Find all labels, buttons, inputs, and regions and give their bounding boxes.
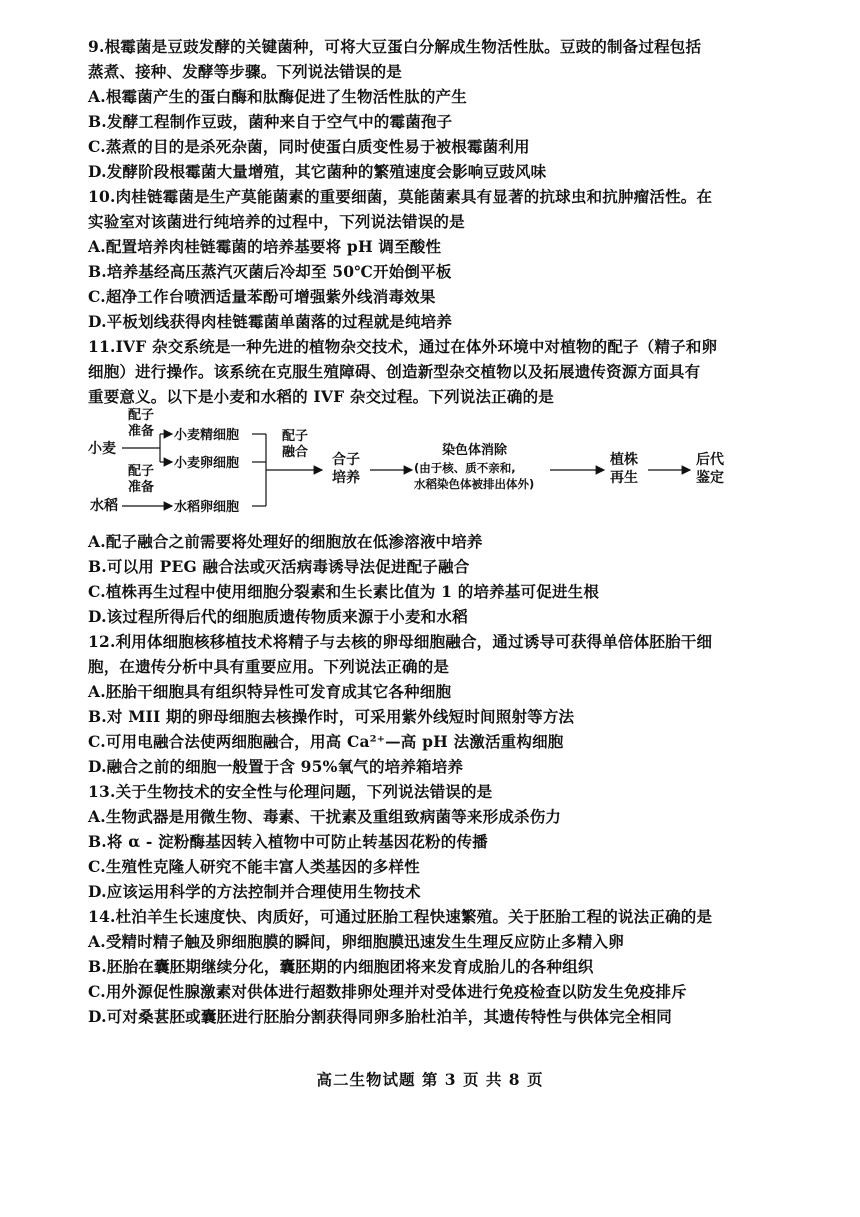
gamete-prep-label-1a: 配子 xyxy=(128,408,155,423)
q10-option-c: C.超净工作台喷洒适量苯酚可增强紫外线消毒效果 xyxy=(88,287,436,306)
q13-option-b: B.将 α - 淀粉酶基因转入植物中可防止转基因花粉的传播 xyxy=(88,832,488,851)
q14-option-a: A.受精时精子触及卵细胞膜的瞬间，卵细胞膜迅速发生生理反应防止多精入卵 xyxy=(88,932,624,951)
zygote-label-b: 培养 xyxy=(332,470,360,486)
q12-stem-line1: 12.利用体细胞核移植技术将精子与去核的卵母细胞融合，通过诱导可获得单倍体胚胎干细 xyxy=(88,632,713,651)
q9-stem-line2: 蒸煮、接种、发酵等步骤。下列说法错误的是 xyxy=(88,62,403,81)
q11-option-a: A.配子融合之前需要将处理好的细胞放在低渗溶液中培养 xyxy=(88,532,483,551)
progeny-label-a: 后代 xyxy=(696,452,724,468)
q10-option-a: A.配置培养肉桂链霉菌的培养基要将 pH 调至酸性 xyxy=(88,237,442,256)
q10-option-d: D.平板划线获得肉桂链霉菌单菌落的过程就是纯培养 xyxy=(88,312,453,331)
q13-option-a: A.生物武器是用微生物、毒素、干扰素及重组致病菌等来形成杀伤力 xyxy=(88,807,562,826)
q9-option-d: D.发酵阶段根霉菌大量增殖，其它菌种的繁殖速度会影响豆豉风味 xyxy=(88,162,547,181)
q9-option-a: A.根霉菌产生的蛋白酶和肽酶促进了生物活性肽的产生 xyxy=(88,87,467,106)
fusion-label-a: 配子 xyxy=(282,429,309,444)
gamete-prep-label-2b: 准备 xyxy=(128,480,155,495)
elimination-title: 染色体消除 xyxy=(442,443,508,458)
q11-option-c: C.植株再生过程中使用细胞分裂素和生长素比值为 1 的培养基可促进生根 xyxy=(88,582,600,601)
q14-option-b: B.胚胎在囊胚期继续分化，囊胚期的内细胞团将来发育成胎儿的各种组织 xyxy=(88,957,594,976)
q9-stem-line1: 9.根霉菌是豆豉发酵的关键菌种，可将大豆蛋白分解成生物活性肽。豆豉的制备过程包括 xyxy=(88,37,702,56)
q12-stem-line2: 胞，在遗传分析中具有重要应用。下列说法正确的是 xyxy=(88,657,450,676)
q11-stem-line1: 11.IVF 杂交系统是一种先进的植物杂交技术，通过在体外环境中对植物的配子（精子和卵 xyxy=(88,337,718,356)
q9-option-c: C.蒸煮的目的是杀死杂菌，同时使蛋白质变性易于被根霉菌利用 xyxy=(88,137,530,156)
q12-option-b: B.对 MII 期的卵母细胞去核操作时，可采用紫外线短时间照射等方法 xyxy=(88,707,575,726)
ivf-flow-diagram xyxy=(80,402,740,522)
q13-option-c: C.生殖性克隆人研究不能丰富人类基因的多样性 xyxy=(88,857,420,876)
q11-option-d: D.该过程所得后代的细胞质遗传物质来源于小麦和水稻 xyxy=(88,607,468,626)
q10-option-b: B.培养基经高压蒸汽灭菌后冷却至 50℃开始倒平板 xyxy=(88,262,452,281)
regeneration-label-b: 再生 xyxy=(610,470,638,486)
q13-option-d: D.应该运用科学的方法控制并合理使用生物技术 xyxy=(88,882,421,901)
wheat-label: 小麦 xyxy=(88,441,116,457)
q12-option-a: A.胚胎干细胞具有组织特异性可发育成其它各种细胞 xyxy=(88,682,452,701)
wheat-egg-label: 小麦卵细胞 xyxy=(174,456,240,471)
elimination-note-2: 水稻染色体被排出体外) xyxy=(414,477,535,491)
fusion-label-b: 融合 xyxy=(282,445,309,460)
progeny-label-b: 鉴定 xyxy=(696,470,724,486)
q14-option-c: C.用外源促性腺激素对供体进行超数排卵处理并对受体进行免疫检查以防发生免疫排斥 xyxy=(88,982,687,1001)
q14-option-d: D.可对桑葚胚或囊胚进行胚胎分割获得同卵多胎杜泊羊，其遗传特性与供体完全相同 xyxy=(88,1007,672,1026)
regeneration-label-a: 植株 xyxy=(610,452,638,468)
wheat-sperm-label: 小麦精细胞 xyxy=(174,428,240,443)
q12-option-d: D.融合之前的细胞一般置于含 95%氧气的培养箱培养 xyxy=(88,757,464,776)
gamete-prep-label-1b: 准备 xyxy=(128,424,155,439)
q11-option-b: B.可以用 PEG 融合法或灭活病毒诱导法促进配子融合 xyxy=(88,557,470,576)
q10-stem-line2: 实验室对该菌进行纯培养的过程中，下列说法错误的是 xyxy=(88,212,465,231)
q11-stem-line3: 重要意义。以下是小麦和水稻的 IVF 杂交过程。下列说法正确的是 xyxy=(88,387,554,406)
zygote-label-a: 合子 xyxy=(332,452,360,468)
q11-stem-line2: 细胞）进行操作。该系统在克服生殖障碍、创造新型杂交植物以及拓展遗传资源方面具有 xyxy=(88,362,701,381)
elimination-note-1: (由于核、质不亲和, xyxy=(414,461,516,475)
q9-option-b: B.发酵工程制作豆豉，菌种来自于空气中的霉菌孢子 xyxy=(88,112,453,131)
q14-stem: 14.杜泊羊生长速度快、肉质好，可通过胚胎工程快速繁殖。关于胚胎工程的说法正确的是 xyxy=(88,907,713,926)
rice-label: 水稻 xyxy=(90,498,118,514)
q12-option-c: C.可用电融合法使两细胞融合，用高 Ca²⁺—高 pH 法激活重构细胞 xyxy=(88,732,564,751)
q13-stem: 13.关于生物技术的安全性与伦理问题，下列说法错误的是 xyxy=(88,782,493,801)
gamete-prep-label-2a: 配子 xyxy=(128,464,155,479)
q10-stem-line1: 10.肉桂链霉菌是生产莫能菌素的重要细菌，莫能菌素具有显著的抗球虫和抗肿瘤活性。在 xyxy=(88,187,713,206)
page-footer: 高二生物试题 第 3 页 共 8 页 xyxy=(316,1070,544,1089)
rice-egg-label: 水稻卵细胞 xyxy=(174,500,240,515)
